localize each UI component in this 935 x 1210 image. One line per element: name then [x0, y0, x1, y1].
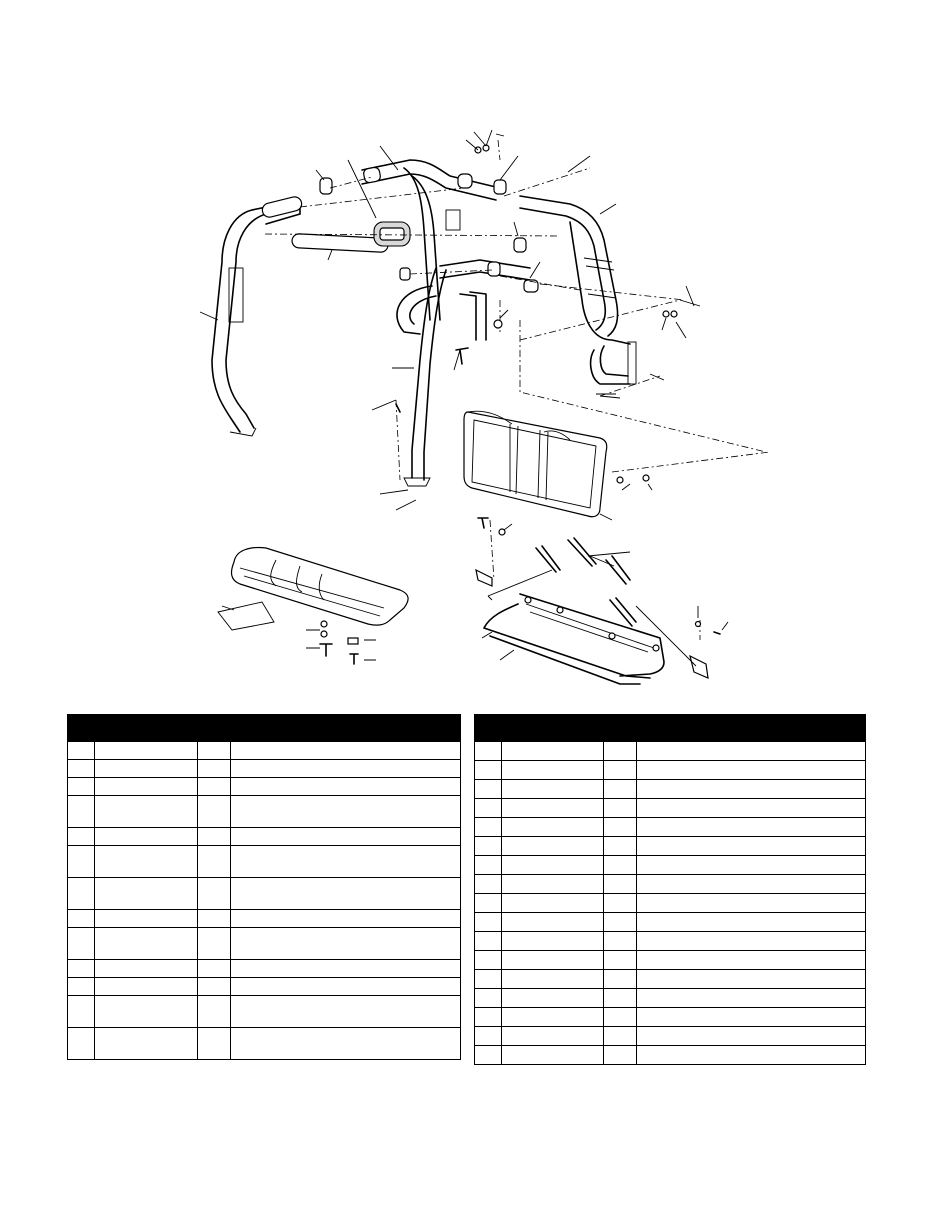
description-cell — [637, 989, 866, 1008]
qty-cell — [604, 780, 637, 799]
ref-cell — [475, 913, 502, 932]
ref-cell — [475, 970, 502, 989]
ref-cell — [68, 978, 95, 996]
description-cell — [230, 828, 460, 846]
table-row — [475, 989, 866, 1008]
description-cell — [230, 778, 460, 796]
ref-cell — [475, 989, 502, 1008]
parts-table-body — [474, 741, 866, 1065]
qty-cell — [604, 970, 637, 989]
ref-cell — [475, 1046, 502, 1065]
part-number-cell — [502, 761, 604, 780]
description-cell — [637, 780, 866, 799]
ref-cell — [475, 856, 502, 875]
description-cell — [637, 894, 866, 913]
qty-cell — [197, 828, 230, 846]
qty-cell — [197, 796, 230, 828]
table-row — [475, 913, 866, 932]
part-number-cell — [95, 910, 198, 928]
table-row — [68, 828, 461, 846]
qty-cell — [604, 818, 637, 837]
qty-cell — [197, 910, 230, 928]
description-cell — [637, 1008, 866, 1027]
description-cell — [230, 978, 460, 996]
table-row — [475, 894, 866, 913]
part-number-cell — [502, 780, 604, 799]
description-cell — [637, 1027, 866, 1046]
table-row — [68, 928, 461, 960]
description-cell — [230, 910, 460, 928]
ref-cell — [68, 960, 95, 978]
part-number-cell — [502, 837, 604, 856]
parts-table-left — [67, 714, 461, 1060]
qty-cell — [604, 989, 637, 1008]
ref-cell — [475, 951, 502, 970]
qty-cell — [604, 1046, 637, 1065]
table-row — [475, 1046, 866, 1065]
ref-cell — [475, 894, 502, 913]
ref-cell — [475, 742, 502, 761]
part-number-cell — [502, 856, 604, 875]
ref-cell — [475, 837, 502, 856]
ref-cell — [475, 875, 502, 894]
ref-cell — [475, 761, 502, 780]
qty-cell — [604, 742, 637, 761]
table-row — [475, 951, 866, 970]
table-row — [68, 778, 461, 796]
table-row — [475, 1027, 866, 1046]
part-number-cell — [95, 778, 198, 796]
assembly-centerlines — [265, 140, 770, 640]
part-number-cell — [95, 960, 198, 978]
part-number-cell — [95, 996, 198, 1028]
description-cell — [637, 951, 866, 970]
description-cell — [637, 1046, 866, 1065]
qty-cell — [604, 1008, 637, 1027]
description-cell — [637, 875, 866, 894]
table-row — [475, 856, 866, 875]
part-number-cell — [502, 1027, 604, 1046]
description-cell — [637, 970, 866, 989]
ref-cell — [68, 760, 95, 778]
table-header-bar — [67, 714, 461, 741]
ref-cell — [475, 932, 502, 951]
description-cell — [637, 818, 866, 837]
ref-cell — [68, 828, 95, 846]
qty-cell — [604, 761, 637, 780]
description-cell — [230, 760, 460, 778]
description-cell — [637, 856, 866, 875]
part-number-cell — [95, 878, 198, 910]
parts-table-body — [67, 741, 461, 1060]
table-row — [475, 761, 866, 780]
ref-cell — [475, 780, 502, 799]
part-number-cell — [95, 796, 198, 828]
ref-cell — [68, 878, 95, 910]
part-number-cell — [502, 932, 604, 951]
part-number-cell — [502, 913, 604, 932]
ref-cell — [68, 846, 95, 878]
seat-cushion-icon — [218, 548, 408, 630]
table-row — [475, 742, 866, 761]
qty-cell — [197, 978, 230, 996]
table-row — [68, 796, 461, 828]
description-cell — [637, 913, 866, 932]
part-number-cell — [95, 978, 198, 996]
table-row — [475, 1008, 866, 1027]
part-number-cell — [502, 1046, 604, 1065]
description-cell — [230, 1028, 460, 1060]
table-row — [68, 910, 461, 928]
qty-cell — [604, 799, 637, 818]
table-row — [68, 1028, 461, 1060]
qty-cell — [604, 932, 637, 951]
description-cell — [637, 742, 866, 761]
qty-cell — [604, 894, 637, 913]
part-number-cell — [502, 894, 604, 913]
table-row — [475, 875, 866, 894]
ref-cell — [68, 996, 95, 1028]
table-row — [475, 932, 866, 951]
part-number-cell — [502, 818, 604, 837]
part-number-cell — [95, 760, 198, 778]
qty-cell — [604, 913, 637, 932]
qty-cell — [197, 928, 230, 960]
table-row — [68, 742, 461, 760]
table-row — [475, 799, 866, 818]
qty-cell — [604, 837, 637, 856]
part-number-cell — [502, 742, 604, 761]
description-cell — [637, 799, 866, 818]
ref-cell — [475, 1027, 502, 1046]
qty-cell — [197, 1028, 230, 1060]
qty-cell — [197, 760, 230, 778]
ref-cell — [68, 778, 95, 796]
ref-cell — [68, 1028, 95, 1060]
description-cell — [637, 761, 866, 780]
description-cell — [230, 846, 460, 878]
qty-cell — [604, 1027, 637, 1046]
part-number-cell — [502, 951, 604, 970]
table-header-bar — [474, 714, 866, 741]
table-row — [68, 978, 461, 996]
parts-table-right — [474, 714, 866, 1065]
qty-cell — [197, 778, 230, 796]
table-row — [68, 878, 461, 910]
part-number-cell — [95, 846, 198, 878]
description-cell — [230, 996, 460, 1028]
part-number-cell — [502, 1008, 604, 1027]
ref-cell — [68, 910, 95, 928]
part-number-cell — [502, 989, 604, 1008]
table-row — [68, 960, 461, 978]
table-row — [68, 760, 461, 778]
part-number-cell — [95, 742, 198, 760]
qty-cell — [197, 846, 230, 878]
part-number-cell — [502, 875, 604, 894]
table-row — [68, 996, 461, 1028]
part-number-cell — [502, 799, 604, 818]
ref-cell — [475, 799, 502, 818]
qty-cell — [197, 742, 230, 760]
description-cell — [230, 928, 460, 960]
ref-cell — [475, 818, 502, 837]
qty-cell — [604, 951, 637, 970]
table-row — [475, 818, 866, 837]
ref-cell — [475, 1008, 502, 1027]
ref-cell — [68, 742, 95, 760]
qty-cell — [197, 996, 230, 1028]
table-row — [475, 780, 866, 799]
description-cell — [230, 960, 460, 978]
part-number-cell — [95, 828, 198, 846]
description-cell — [230, 796, 460, 828]
table-row — [475, 837, 866, 856]
backrest-cushion-icon — [464, 411, 607, 517]
description-cell — [230, 878, 460, 910]
description-cell — [230, 742, 460, 760]
part-number-cell — [95, 928, 198, 960]
description-cell — [637, 932, 866, 951]
description-cell — [637, 837, 866, 856]
qty-cell — [197, 878, 230, 910]
part-number-cell — [502, 970, 604, 989]
table-row — [475, 970, 866, 989]
ref-cell — [68, 928, 95, 960]
qty-cell — [197, 960, 230, 978]
qty-cell — [604, 875, 637, 894]
table-row — [68, 846, 461, 878]
qty-cell — [604, 856, 637, 875]
ref-cell — [68, 796, 95, 828]
warning-decal-icon — [374, 222, 410, 246]
part-number-cell — [95, 1028, 198, 1060]
